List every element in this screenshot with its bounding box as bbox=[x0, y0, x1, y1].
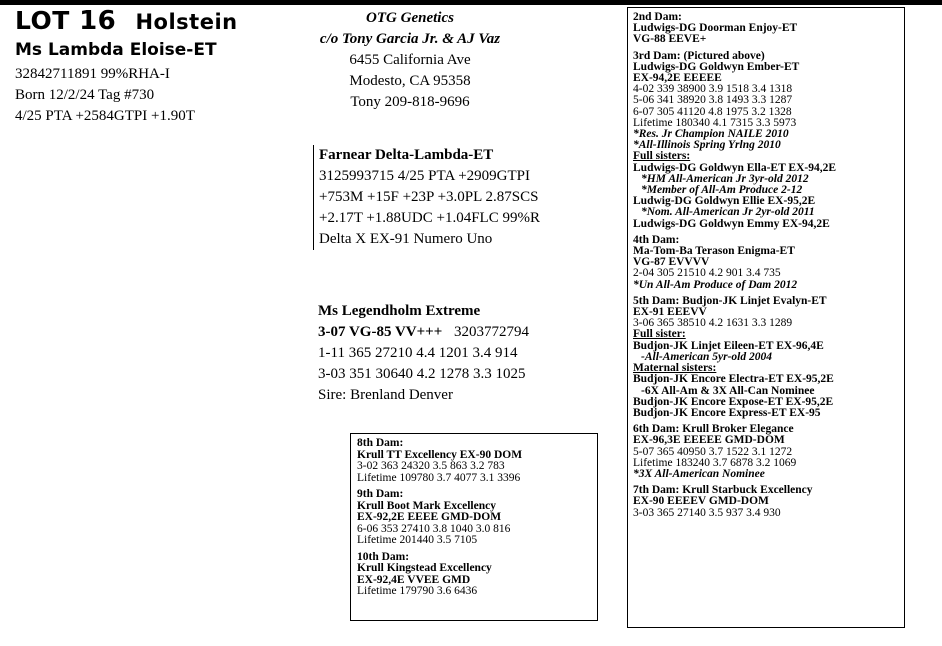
maternal-sisters-heading: Maternal sisters: bbox=[633, 362, 717, 375]
lot-number: 16 bbox=[79, 6, 117, 36]
full-sister-3: Ludwigs-DG Goldwyn Emmy EX-94,2E bbox=[633, 217, 830, 230]
dam3-name: Ludwigs-DG Goldwyn Ember-ET bbox=[633, 60, 800, 73]
dam8-record: 3-02 363 24320 3.5 863 3.2 783 bbox=[357, 460, 505, 472]
dam2-name: Ludwigs-DG Doorman Enjoy-ET bbox=[633, 22, 798, 35]
dam8-lifetime: Lifetime 109780 3.7 4077 3.1 3396 bbox=[357, 471, 521, 484]
maternal-sister-1-award: -6X All-Am & 3X All-Can Nominee bbox=[641, 384, 815, 397]
consignor-phone: Tony 209-818-9696 bbox=[350, 94, 470, 110]
dam10-classification: EX-92,4E VVEE GMD bbox=[357, 573, 471, 586]
dam9-classification: EX-92,2E EEEE GMD-DOM bbox=[357, 511, 502, 523]
dam3-award-2: *All-Illinois Spring Yrlng 2010 bbox=[633, 139, 781, 152]
consignor-care-of: c/o Tony Garcia Jr. & AJ Vaz bbox=[319, 31, 501, 47]
dam3-classification: EX-94,2E EEEEE bbox=[633, 72, 722, 85]
sire-line-1: 3125993715 4/25 PTA +2909GTPI bbox=[319, 168, 531, 184]
full-sister-2: Ludwig-DG Goldwyn Ellie EX-95,2E bbox=[633, 195, 816, 208]
dam3-heading: 3rd Dam: (Pictured above) bbox=[633, 49, 765, 62]
dam4-award: *Un All-Am Produce of Dam 2012 bbox=[633, 278, 798, 291]
dam3-lifetime: Lifetime 180340 4.1 7315 3.3 5973 bbox=[633, 116, 797, 129]
dam10-name: Krull Kingstead Excellency bbox=[357, 562, 492, 574]
consignor-address-1: 6455 California Ave bbox=[349, 52, 471, 68]
dam7-heading: 7th Dam: Krull Starbuck Excellency bbox=[633, 484, 813, 497]
animal-name: Ms Lambda Eloise-ET bbox=[15, 40, 217, 60]
dams-8-10-box bbox=[350, 433, 598, 621]
dam5-heading: 5th Dam: Budjon-JK Linjet Evalyn-ET bbox=[633, 294, 827, 307]
dam-classification: 3-07 VG-85 VV+++ bbox=[318, 324, 443, 340]
dam2-classification: VG-88 EEVE+ bbox=[633, 33, 707, 46]
full-sisters-heading: Full sisters: bbox=[633, 150, 691, 163]
dam3-record-2: 5-06 341 38920 3.8 1493 3.3 1287 bbox=[633, 94, 793, 107]
dam9-record: 6-06 353 27410 3.8 1040 3.0 816 bbox=[357, 522, 511, 535]
full-sister-eileen: Budjon-JK Linjet Eileen-ET EX-96,4E bbox=[633, 339, 824, 352]
dam-name: Ms Legendholm Extreme bbox=[318, 303, 481, 319]
full-sister-1-award-2: *Member of All-Am Produce 2-12 bbox=[641, 184, 803, 197]
registration-line: 32842711891 99%RHA-I bbox=[15, 66, 170, 82]
lot-label: LOT bbox=[15, 6, 70, 35]
breed-label: Holstein bbox=[135, 10, 238, 34]
dam5-record: 3-06 365 38510 4.2 1631 3.3 1289 bbox=[633, 317, 793, 330]
full-sister-2-award: *Nom. All-American Jr 2yr-old 2011 bbox=[641, 206, 815, 219]
dam5-classification: EX-91 EEEVV bbox=[633, 306, 707, 319]
maternal-sister-2: Budjon-JK Encore Expose-ET EX-95,2E bbox=[633, 395, 834, 408]
consignor-name: OTG Genetics bbox=[366, 10, 454, 26]
dam-reg: 3203772794 bbox=[454, 324, 530, 340]
dam3-record-1: 4-02 339 38900 3.9 1518 3.4 1318 bbox=[633, 83, 793, 96]
dam7-classification: EX-90 EEEEV GMD-DOM bbox=[633, 495, 769, 508]
dam-sire: Sire: Brenland Denver bbox=[318, 387, 453, 403]
consignor-block bbox=[310, 8, 510, 113]
dam-record-1: 1-11 365 27210 4.4 1201 3.4 914 bbox=[318, 345, 518, 361]
dam10-lifetime: Lifetime 179790 3.6 6436 bbox=[357, 585, 478, 597]
consignor-address-2: Modesto, CA 95358 bbox=[349, 73, 471, 89]
dam9-heading: 9th Dam: bbox=[357, 488, 404, 500]
dam8-heading: 8th Dam: bbox=[357, 437, 404, 449]
dam9-name: Krull Boot Mark Excellency bbox=[357, 499, 496, 512]
dam6-record: 5-07 365 40950 3.7 1522 3.1 1272 bbox=[633, 445, 793, 458]
dam2-heading: 2nd Dam: bbox=[633, 11, 682, 23]
full-sister-heading: Full sister: bbox=[633, 328, 686, 341]
dam3-award-1: *Res. Jr Champion NAILE 2010 bbox=[633, 128, 789, 141]
sire-block bbox=[313, 145, 624, 250]
dam3-record-3: 6-07 305 41120 4.8 1975 3.2 1328 bbox=[633, 105, 792, 118]
lot-heading bbox=[15, 6, 238, 36]
dam6-lifetime: Lifetime 183240 3.7 6878 3.2 1069 bbox=[633, 456, 797, 469]
dam6-classification: EX-96,3E EEEEE GMD-DOM bbox=[633, 434, 785, 447]
dam4-name: Ma-Tom-Ba Terason Enigma-ET bbox=[633, 245, 795, 258]
sire-line-3: +2.17T +1.88UDC +1.04FLC 99%R bbox=[319, 210, 540, 226]
dam-block bbox=[318, 301, 618, 406]
dam8-name: Krull TT Excellency EX-90 DOM bbox=[357, 448, 523, 461]
dam6-heading: 6th Dam: Krull Broker Elegance bbox=[633, 423, 794, 436]
dam6-award: *3X All-American Nominee bbox=[633, 467, 765, 480]
dam4-heading: 4th Dam: bbox=[633, 233, 680, 246]
maternal-sister-3: Budjon-JK Encore Express-ET EX-95 bbox=[633, 406, 821, 419]
sire-name: Farnear Delta-Lambda-ET bbox=[319, 147, 494, 163]
full-sister-1-award-1: *HM All-American Jr 3yr-old 2012 bbox=[641, 172, 809, 185]
pta-line: 4/25 PTA +2584GTPI +1.90T bbox=[15, 108, 195, 124]
maternal-sister-1: Budjon-JK Encore Electra-ET EX-95,2E bbox=[633, 373, 834, 386]
dams-2-7-box bbox=[627, 7, 905, 628]
dam7-record: 3-03 365 27140 3.5 937 3.4 930 bbox=[633, 506, 781, 519]
dam4-classification: VG-87 EVVVV bbox=[633, 256, 710, 269]
sire-line-4: Delta X EX-91 Numero Uno bbox=[319, 231, 493, 247]
sire-line-2: +753M +15F +23P +3.0PL 2.87SCS bbox=[319, 189, 539, 205]
birth-tag-line: Born 12/2/24 Tag #730 bbox=[15, 87, 155, 103]
dam-record-2: 3-03 351 30640 4.2 1278 3.3 1025 bbox=[318, 366, 526, 382]
full-sister-1: Ludwigs-DG Goldwyn Ella-ET EX-94,2E bbox=[633, 161, 837, 174]
full-sister-eileen-award: -All-American 5yr-old 2004 bbox=[641, 350, 772, 363]
dam-classification-line bbox=[318, 322, 618, 343]
dam4-record: 2-04 305 21510 4.2 901 3.4 735 bbox=[633, 267, 781, 280]
dam9-lifetime: Lifetime 201440 3.5 7105 bbox=[357, 534, 478, 546]
top-rule bbox=[0, 0, 942, 5]
dam10-heading: 10th Dam: bbox=[357, 550, 410, 563]
